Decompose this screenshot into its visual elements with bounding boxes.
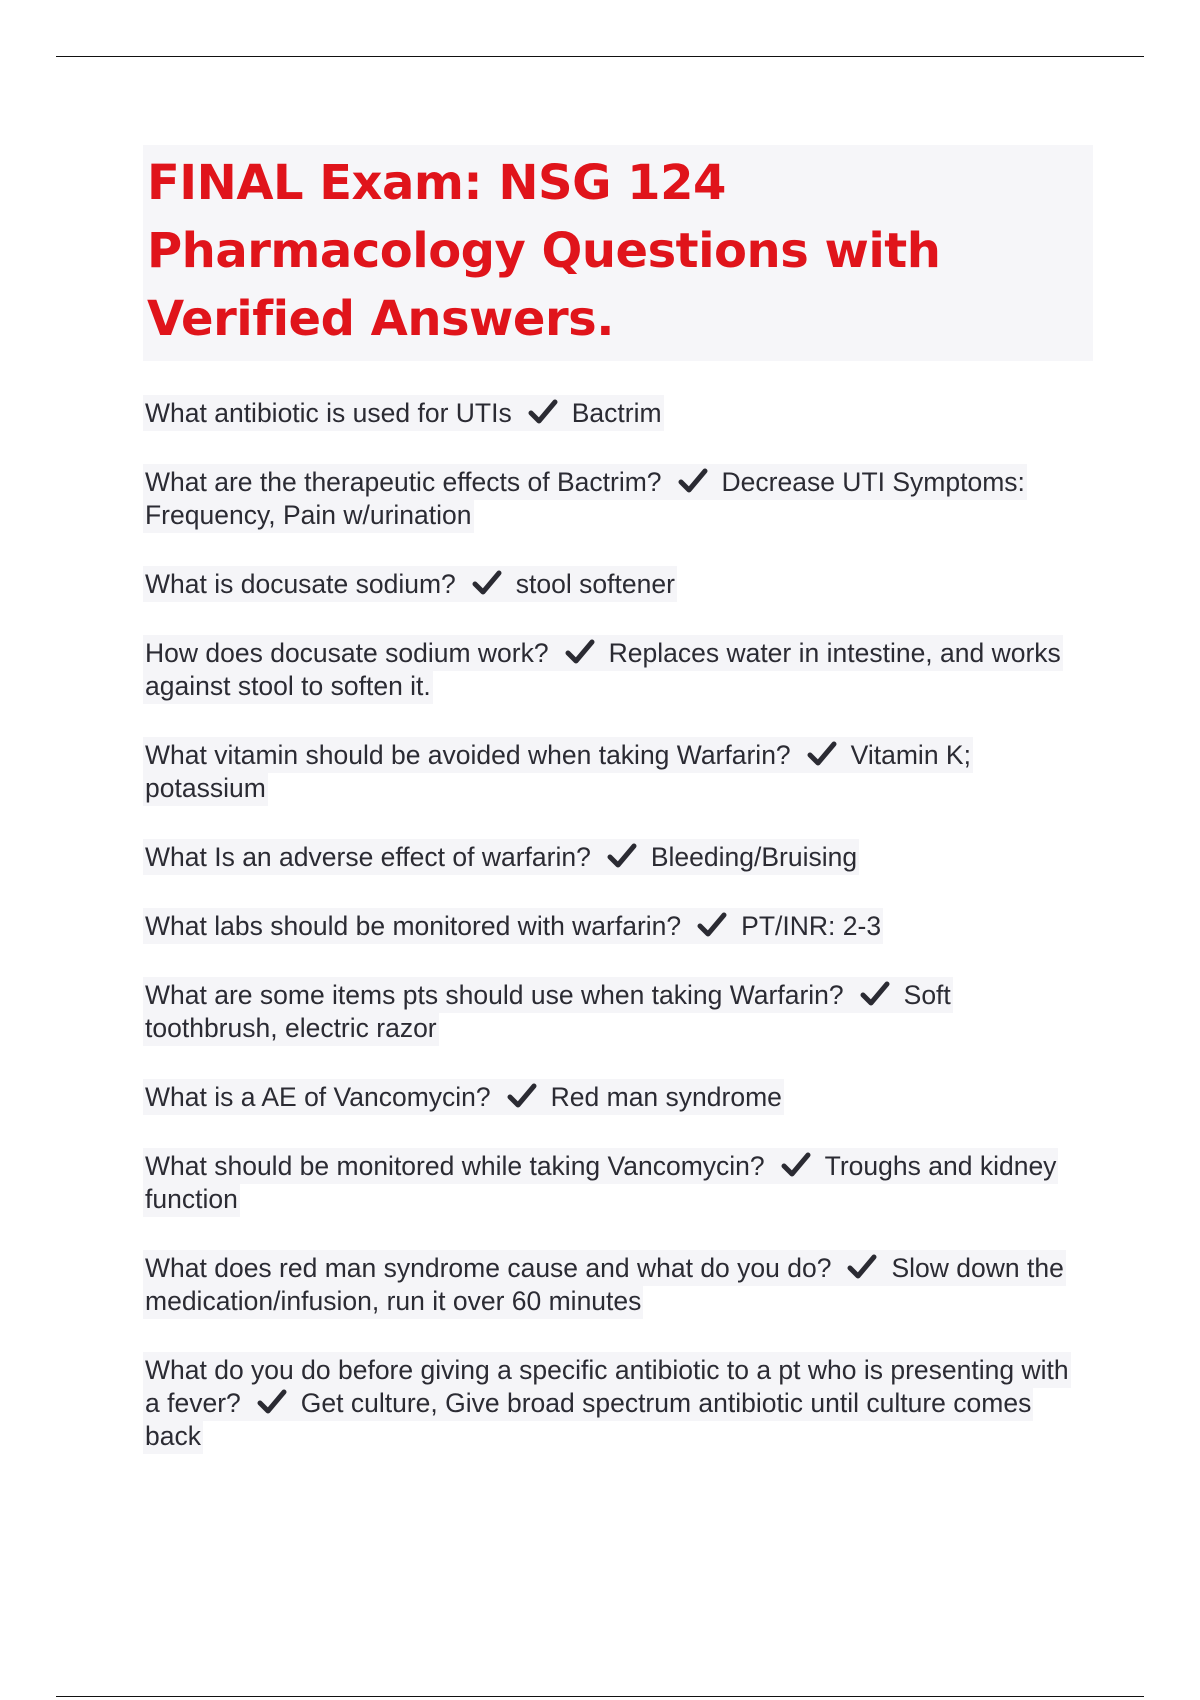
check-mark-icon (257, 1389, 287, 1415)
qa-item (143, 637, 1088, 703)
question-text: What is a AE of Vancomycin? (145, 1082, 491, 1112)
check-mark-icon (507, 1083, 537, 1109)
question-text: How does docusate sodium work? (145, 638, 549, 668)
answer-text: Vitamin K; potassium (145, 740, 971, 803)
question-text: What antibiotic is used for UTIs (145, 398, 512, 428)
qa-item (143, 397, 1088, 430)
question-text: What are some items pts should use when taking Warfarin? (145, 980, 844, 1010)
qa-item (143, 466, 1088, 532)
qa-text-block (143, 839, 859, 875)
qa-item (143, 841, 1088, 874)
qa-text-block (143, 908, 883, 944)
question-text: What labs should be monitored with warfarin? (145, 911, 682, 941)
answer-text: Troughs and kidney function (145, 1151, 1057, 1214)
question-text: What does red man syndrome cause and what do you do? (145, 1253, 832, 1283)
answer-text: Bleeding/Bruising (650, 842, 858, 872)
qa-item (143, 1150, 1088, 1216)
qa-text-block (143, 464, 1027, 533)
question-text: What vitamin should be avoided when taking Warfarin? (145, 740, 791, 770)
qa-item (143, 910, 1088, 943)
bottom-rule (56, 1696, 1144, 1697)
check-mark-icon (528, 399, 558, 425)
answer-text: Bactrim (571, 398, 662, 428)
question-text: What should be monitored while taking Vancomycin? (145, 1151, 765, 1181)
qa-text-block (143, 1148, 1058, 1217)
qa-item (143, 1252, 1088, 1318)
check-mark-icon (781, 1152, 811, 1178)
qa-text-block (143, 395, 664, 431)
qa-item (143, 739, 1088, 805)
question-text: What do you do before giving a specific antibiotic to a pt who is presenting with a fever? (145, 1355, 1069, 1418)
document-title: FINAL Exam: NSG 124 Pharmacology Questions with Verified Answers. (143, 145, 1093, 361)
check-mark-icon (860, 981, 890, 1007)
check-mark-icon (472, 570, 502, 596)
qa-text-block (143, 1079, 784, 1115)
check-mark-icon (847, 1254, 877, 1280)
answer-text: Decrease UTI Symptoms: Frequency, Pain w/urination (145, 467, 1025, 530)
check-mark-icon (678, 468, 708, 494)
qa-text-block (143, 977, 953, 1046)
answer-text: Slow down the medication/infusion, run it over 60 minutes (145, 1253, 1064, 1316)
top-rule (56, 56, 1144, 57)
qa-text-block (143, 635, 1063, 704)
answer-text: Red man syndrome (550, 1082, 782, 1112)
question-text: What Is an adverse effect of warfarin? (145, 842, 591, 872)
question-text: What are the therapeutic effects of Bactrim? (145, 467, 662, 497)
qa-text-block (143, 1352, 1071, 1454)
check-mark-icon (565, 639, 595, 665)
qa-text-block (143, 566, 677, 602)
qa-item (143, 1354, 1088, 1453)
qa-text-block (143, 737, 973, 806)
answer-text: stool softener (515, 569, 675, 599)
answer-text: Replaces water in intestine, and works against stool to soften it. (145, 638, 1061, 701)
qa-item (143, 1081, 1088, 1114)
check-mark-icon (807, 741, 837, 767)
answer-text: Get culture, Give broad spectrum antibiotic until culture comes back (145, 1388, 1032, 1451)
qa-item (143, 979, 1088, 1045)
check-mark-icon (607, 843, 637, 869)
answer-text: PT/INR: 2-3 (741, 911, 882, 941)
document-body (143, 145, 1093, 1489)
check-mark-icon (697, 912, 727, 938)
qa-list (143, 397, 1093, 1453)
qa-item (143, 568, 1088, 601)
answer-text: Soft toothbrush, electric razor (145, 980, 951, 1043)
qa-text-block (143, 1250, 1066, 1319)
question-text: What is docusate sodium? (145, 569, 456, 599)
